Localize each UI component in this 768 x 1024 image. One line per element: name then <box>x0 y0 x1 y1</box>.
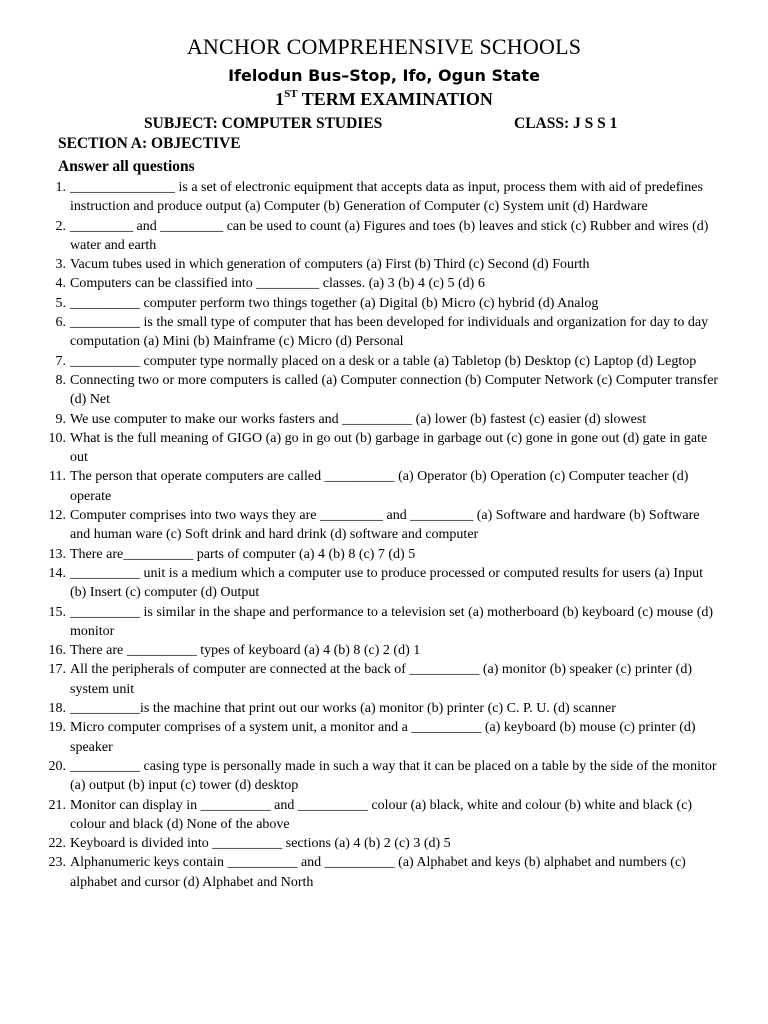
question-text: __________ unit is a medium which a computer use to produce processed or computed results for users (a) Input (b) Insert (c) computer (d) Output <box>70 565 703 601</box>
class-label: CLASS: J S S 1 <box>514 115 618 132</box>
question-item <box>0 371 720 410</box>
term-superscript: ST <box>284 88 298 100</box>
question-text: We use computer to make our works fasters and __________ (a) lower (b) fastest (c) easier (d) slowest <box>70 411 647 427</box>
question-text: Computers can be classified into _________ classes. (a) 3 (b) 4 (c) 5 (d) 6 <box>70 276 485 292</box>
question-text: Connecting two or more computers is called (a) Computer connection (b) Computer Network (c) Computer transfer (d) Net <box>70 372 719 408</box>
question-item <box>0 660 720 699</box>
question-item <box>0 603 720 642</box>
question-item <box>0 564 720 603</box>
question-text: Alphanumeric keys contain __________ and __________ (a) Alphabet and keys (b) alphabet and numbers (c) alphabet and cursor (d) Alphabet and North <box>70 855 686 890</box>
term-title: TERM EXAMINATION <box>297 89 493 109</box>
question-text: What is the full meaning of GIGO (a) go in go out (b) garbage in garbage out (c) gone in gone out (d) gate in gate out <box>70 430 708 466</box>
question-item <box>0 217 720 256</box>
question-number: 10. <box>48 430 66 446</box>
question-text: __________ is the small type of computer that has been developed for individuals and organization for day to day computation (a) Mini (b) Mainframe (c) Micro (d) Personal <box>70 315 709 350</box>
subject-label: SUBJECT: COMPUTER STUDIES <box>144 115 383 132</box>
question-item <box>0 255 720 274</box>
question-number: 19. <box>48 720 66 736</box>
question-item <box>0 853 720 892</box>
question-item <box>0 796 720 835</box>
school-address: Ifelodun Bus–Stop, Ifo, Ogun State <box>228 66 540 85</box>
question-number: 22. <box>48 836 66 852</box>
question-number: 4. <box>55 276 66 292</box>
question-number: 13. <box>48 546 66 562</box>
question-text: Keyboard is divided into __________ sections (a) 4 (b) 2 (c) 3 (d) 5 <box>70 836 451 852</box>
question-item <box>0 718 720 757</box>
question-text: Computer comprises into two ways they are _________ and _________ (a) Software and hardware (b) Software and human ware (c) Soft drink and hard drink (d) software and computer <box>70 508 700 543</box>
question-text: __________ computer type normally placed on a desk or a table (a) Tabletop (b) Desktop (c) Laptop (d) Legtop <box>70 353 697 369</box>
question-item <box>0 506 720 545</box>
question-number: 3. <box>55 257 66 273</box>
question-text: There are __________ types of keyboard (a) 4 (b) 8 (c) 2 (d) 1 <box>70 643 421 659</box>
term-number: 1 <box>275 89 285 109</box>
question-number: 12. <box>48 508 66 524</box>
question-text: _______________ is a set of electronic equipment that accepts data as input, process them with aid of predefines instruction and produce output (a) Computer (b) Generation of Computer (c) System unit (d) Hardware <box>70 180 703 215</box>
question-text: Monitor can display in __________ and __________ colour (a) black, white and colour (b) white and black (c) colour and black (d) None of the above <box>70 797 693 832</box>
question-list <box>0 178 768 892</box>
question-item <box>0 410 720 429</box>
question-number: 2. <box>55 218 66 234</box>
question-item <box>0 467 720 506</box>
question-item <box>0 352 720 371</box>
question-number: 21. <box>48 797 66 813</box>
question-text: All the peripherals of computer are connected at the back of __________ (a) monitor (b) speaker (c) printer (d) system unit <box>70 662 692 697</box>
question-text: __________ computer perform two things together (a) Digital (b) Micro (c) hybrid (d) Analog <box>70 295 599 311</box>
question-text: __________ casing type is personally made in such a way that it can be placed on a table by the side of the monitor (a) output (b) input (c) tower (d) desktop <box>70 758 717 794</box>
question-number: 14. <box>48 565 66 581</box>
question-item <box>0 294 720 313</box>
school-name: ANCHOR COMPREHENSIVE SCHOOLS <box>186 34 582 59</box>
question-text: The person that operate computers are called __________ (a) Operator (b) Operation (c) Computer teacher (d) operate <box>70 469 689 504</box>
question-item <box>0 834 720 853</box>
question-item <box>0 545 720 564</box>
question-number: 18. <box>48 701 66 717</box>
question-number: 16. <box>48 643 66 659</box>
section-title: SECTION A: OBJECTIVE <box>58 135 241 152</box>
question-number: 23. <box>48 855 66 871</box>
question-item <box>0 178 720 217</box>
question-item <box>0 699 720 718</box>
question-number: 15. <box>48 604 66 620</box>
question-text: Micro computer comprises of a system unit, a monitor and a __________ (a) keyboard (b) mouse (c) printer (d) speaker <box>70 720 696 755</box>
question-item <box>0 274 720 293</box>
question-number: 8. <box>55 372 66 388</box>
question-number: 11. <box>49 469 66 485</box>
question-number: 5. <box>55 295 66 311</box>
question-item <box>0 429 720 468</box>
question-item <box>0 313 720 352</box>
question-item <box>0 641 720 660</box>
question-item <box>0 757 720 796</box>
question-number: 20. <box>48 758 66 774</box>
question-text: There are__________ parts of computer (a) 4 (b) 8 (c) 7 (d) 5 <box>70 546 416 562</box>
question-number: 1. <box>55 180 66 195</box>
question-text: _________ and _________ can be used to count (a) Figures and toes (b) leaves and stick (c) Rubber and wires (d) water and earth <box>70 218 709 253</box>
question-text: __________is the machine that print out our works (a) monitor (b) printer (c) C. P. U. (d) scanner <box>70 701 616 717</box>
question-number: 7. <box>55 353 66 369</box>
instruction: Answer all questions <box>58 158 195 175</box>
exam-title <box>0 89 768 110</box>
question-text: __________ is similar in the shape and performance to a television set (a) motherboard (b) keyboard (c) mouse (d) monitor <box>70 604 714 639</box>
question-number: 6. <box>55 315 66 331</box>
question-number: 17. <box>48 662 66 678</box>
question-text: Vacum tubes used in which generation of computers (a) First (b) Third (c) Second (d) Fourth <box>70 257 590 273</box>
question-number: 9. <box>55 411 66 427</box>
